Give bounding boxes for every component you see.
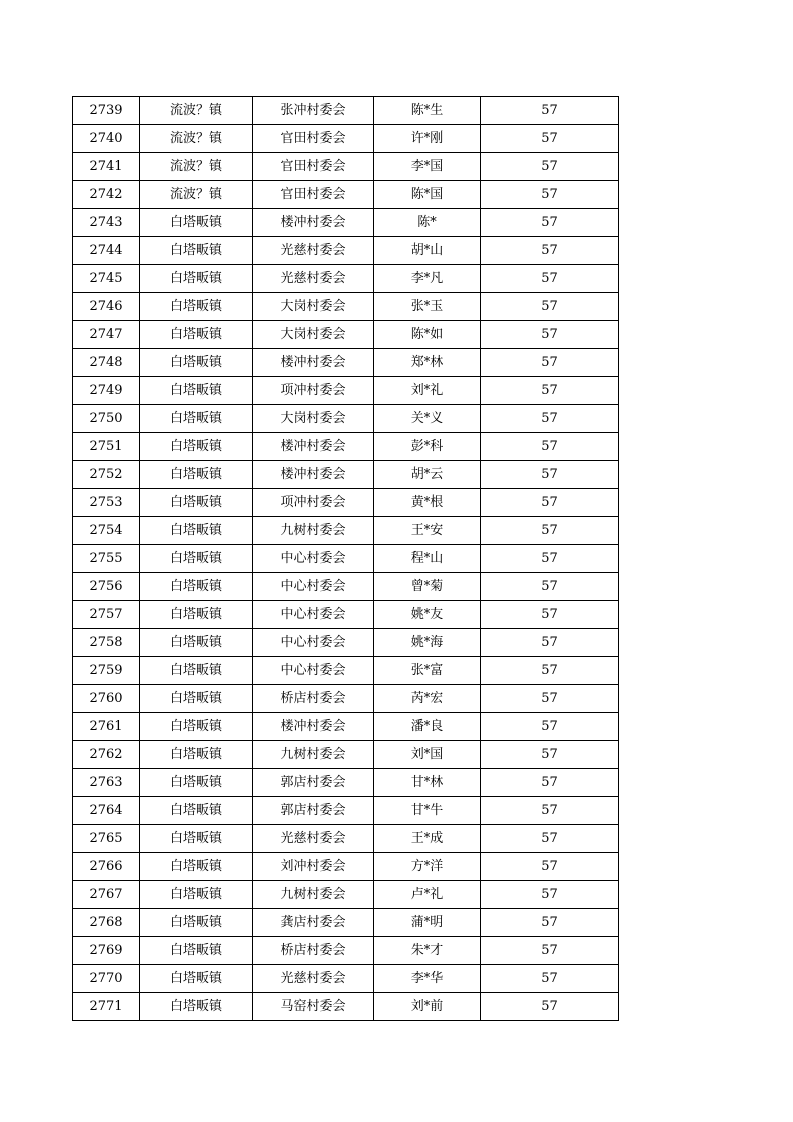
amount-cell: 57 (481, 321, 619, 349)
person-name-cell: 王*成 (374, 825, 481, 853)
person-name-cell: 胡*云 (374, 461, 481, 489)
table-row (73, 685, 619, 713)
amount-cell: 57 (481, 265, 619, 293)
person-name-cell: 甘*牛 (374, 797, 481, 825)
amount-cell: 57 (481, 713, 619, 741)
person-name-cell: 张*玉 (374, 293, 481, 321)
table-body (73, 97, 619, 1021)
town-cell: 白塔畈镇 (140, 545, 253, 573)
person-name-cell: 张*富 (374, 657, 481, 685)
town-cell: 白塔畈镇 (140, 237, 253, 265)
table-row (73, 853, 619, 881)
amount-cell: 57 (481, 97, 619, 125)
record-number-cell: 2762 (73, 741, 140, 769)
village-committee-cell: 中心村委会 (253, 601, 374, 629)
town-cell: 白塔畈镇 (140, 825, 253, 853)
table-row (73, 349, 619, 377)
record-number-cell: 2750 (73, 405, 140, 433)
record-number-cell: 2769 (73, 937, 140, 965)
record-number-cell: 2753 (73, 489, 140, 517)
record-number-cell: 2742 (73, 181, 140, 209)
town-cell: 白塔畈镇 (140, 349, 253, 377)
table-row (73, 125, 619, 153)
table-row (73, 629, 619, 657)
village-committee-cell: 光慈村委会 (253, 825, 374, 853)
record-number-cell: 2759 (73, 657, 140, 685)
town-cell: 白塔畈镇 (140, 265, 253, 293)
subsidy-list-table (72, 96, 619, 1021)
record-number-cell: 2756 (73, 573, 140, 601)
record-number-cell: 2752 (73, 461, 140, 489)
table-row (73, 741, 619, 769)
table-row (73, 713, 619, 741)
town-cell: 白塔畈镇 (140, 573, 253, 601)
amount-cell: 57 (481, 237, 619, 265)
village-committee-cell: 项冲村委会 (253, 377, 374, 405)
table-row (73, 97, 619, 125)
amount-cell: 57 (481, 433, 619, 461)
village-committee-cell: 光慈村委会 (253, 965, 374, 993)
record-number-cell: 2768 (73, 909, 140, 937)
town-cell: 白塔畈镇 (140, 797, 253, 825)
record-number-cell: 2745 (73, 265, 140, 293)
person-name-cell: 刘*国 (374, 741, 481, 769)
village-committee-cell: 大岗村委会 (253, 405, 374, 433)
person-name-cell: 胡*山 (374, 237, 481, 265)
record-number-cell: 2758 (73, 629, 140, 657)
town-cell: 白塔畈镇 (140, 993, 253, 1021)
town-cell: 白塔畈镇 (140, 965, 253, 993)
town-cell: 流波？镇 (140, 153, 253, 181)
town-cell: 白塔畈镇 (140, 293, 253, 321)
amount-cell: 57 (481, 601, 619, 629)
record-number-cell: 2754 (73, 517, 140, 545)
village-committee-cell: 光慈村委会 (253, 237, 374, 265)
record-number-cell: 2757 (73, 601, 140, 629)
record-number-cell: 2755 (73, 545, 140, 573)
town-cell: 白塔畈镇 (140, 377, 253, 405)
village-committee-cell: 中心村委会 (253, 573, 374, 601)
table-row (73, 993, 619, 1021)
table-row (73, 937, 619, 965)
table-row (73, 405, 619, 433)
town-cell: 白塔畈镇 (140, 853, 253, 881)
table-row (73, 601, 619, 629)
village-committee-cell: 官田村委会 (253, 125, 374, 153)
record-number-cell: 2765 (73, 825, 140, 853)
town-cell: 白塔畈镇 (140, 461, 253, 489)
table-row (73, 209, 619, 237)
record-number-cell: 2743 (73, 209, 140, 237)
village-committee-cell: 楼冲村委会 (253, 713, 374, 741)
town-cell: 白塔畈镇 (140, 433, 253, 461)
record-number-cell: 2766 (73, 853, 140, 881)
village-committee-cell: 中心村委会 (253, 629, 374, 657)
person-name-cell: 郑*林 (374, 349, 481, 377)
table-row (73, 657, 619, 685)
table-row (73, 881, 619, 909)
amount-cell: 57 (481, 125, 619, 153)
amount-cell: 57 (481, 881, 619, 909)
town-cell: 白塔畈镇 (140, 321, 253, 349)
record-number-cell: 2740 (73, 125, 140, 153)
person-name-cell: 陈*国 (374, 181, 481, 209)
town-cell: 白塔畈镇 (140, 517, 253, 545)
town-cell: 白塔畈镇 (140, 405, 253, 433)
person-name-cell: 彭*科 (374, 433, 481, 461)
person-name-cell: 潘*良 (374, 713, 481, 741)
village-committee-cell: 光慈村委会 (253, 265, 374, 293)
village-committee-cell: 桥店村委会 (253, 937, 374, 965)
village-committee-cell: 楼冲村委会 (253, 433, 374, 461)
table-row (73, 769, 619, 797)
amount-cell: 57 (481, 685, 619, 713)
village-committee-cell: 郭店村委会 (253, 797, 374, 825)
table-row (73, 517, 619, 545)
record-number-cell: 2761 (73, 713, 140, 741)
record-number-cell: 2739 (73, 97, 140, 125)
town-cell: 流波？镇 (140, 181, 253, 209)
village-committee-cell: 楼冲村委会 (253, 349, 374, 377)
amount-cell: 57 (481, 181, 619, 209)
village-committee-cell: 龚店村委会 (253, 909, 374, 937)
amount-cell: 57 (481, 853, 619, 881)
village-committee-cell: 官田村委会 (253, 181, 374, 209)
person-name-cell: 陈* (374, 209, 481, 237)
table-row (73, 153, 619, 181)
amount-cell: 57 (481, 965, 619, 993)
table-row (73, 965, 619, 993)
table-row (73, 237, 619, 265)
amount-cell: 57 (481, 573, 619, 601)
village-committee-cell: 张冲村委会 (253, 97, 374, 125)
amount-cell: 57 (481, 293, 619, 321)
table-row (73, 545, 619, 573)
town-cell: 白塔畈镇 (140, 601, 253, 629)
town-cell: 白塔畈镇 (140, 713, 253, 741)
town-cell: 白塔畈镇 (140, 909, 253, 937)
person-name-cell: 程*山 (374, 545, 481, 573)
table-row (73, 377, 619, 405)
person-name-cell: 刘*前 (374, 993, 481, 1021)
table-row (73, 293, 619, 321)
town-cell: 白塔畈镇 (140, 741, 253, 769)
town-cell: 白塔畈镇 (140, 769, 253, 797)
record-number-cell: 2763 (73, 769, 140, 797)
town-cell: 白塔畈镇 (140, 489, 253, 517)
table-row (73, 825, 619, 853)
table-row (73, 433, 619, 461)
table-row (73, 265, 619, 293)
person-name-cell: 李*华 (374, 965, 481, 993)
record-number-cell: 2749 (73, 377, 140, 405)
town-cell: 白塔畈镇 (140, 937, 253, 965)
village-committee-cell: 大岗村委会 (253, 321, 374, 349)
record-number-cell: 2764 (73, 797, 140, 825)
person-name-cell: 陈*生 (374, 97, 481, 125)
person-name-cell: 曾*菊 (374, 573, 481, 601)
village-committee-cell: 刘冲村委会 (253, 853, 374, 881)
table-row (73, 489, 619, 517)
amount-cell: 57 (481, 657, 619, 685)
table-row (73, 573, 619, 601)
village-committee-cell: 九树村委会 (253, 881, 374, 909)
record-number-cell: 2746 (73, 293, 140, 321)
record-number-cell: 2760 (73, 685, 140, 713)
town-cell: 流波？镇 (140, 125, 253, 153)
amount-cell: 57 (481, 209, 619, 237)
amount-cell: 57 (481, 517, 619, 545)
village-committee-cell: 九树村委会 (253, 517, 374, 545)
person-name-cell: 陈*如 (374, 321, 481, 349)
table-row (73, 461, 619, 489)
person-name-cell: 朱*才 (374, 937, 481, 965)
record-number-cell: 2748 (73, 349, 140, 377)
person-name-cell: 关*义 (374, 405, 481, 433)
town-cell: 白塔畈镇 (140, 685, 253, 713)
amount-cell: 57 (481, 349, 619, 377)
record-number-cell: 2747 (73, 321, 140, 349)
town-cell: 白塔畈镇 (140, 657, 253, 685)
table-row (73, 181, 619, 209)
person-name-cell: 许*刚 (374, 125, 481, 153)
person-name-cell: 黄*根 (374, 489, 481, 517)
village-committee-cell: 大岗村委会 (253, 293, 374, 321)
village-committee-cell: 九树村委会 (253, 741, 374, 769)
table-row (73, 321, 619, 349)
record-number-cell: 2751 (73, 433, 140, 461)
person-name-cell: 李*国 (374, 153, 481, 181)
table-row (73, 797, 619, 825)
village-committee-cell: 中心村委会 (253, 657, 374, 685)
person-name-cell: 刘*礼 (374, 377, 481, 405)
amount-cell: 57 (481, 741, 619, 769)
amount-cell: 57 (481, 797, 619, 825)
village-committee-cell: 中心村委会 (253, 545, 374, 573)
amount-cell: 57 (481, 545, 619, 573)
person-name-cell: 李*凡 (374, 265, 481, 293)
village-committee-cell: 楼冲村委会 (253, 461, 374, 489)
village-committee-cell: 楼冲村委会 (253, 209, 374, 237)
person-name-cell: 蒲*明 (374, 909, 481, 937)
village-committee-cell: 马窑村委会 (253, 993, 374, 1021)
amount-cell: 57 (481, 825, 619, 853)
amount-cell: 57 (481, 993, 619, 1021)
amount-cell: 57 (481, 461, 619, 489)
record-number-cell: 2744 (73, 237, 140, 265)
person-name-cell: 甘*林 (374, 769, 481, 797)
amount-cell: 57 (481, 937, 619, 965)
town-cell: 流波？镇 (140, 97, 253, 125)
village-committee-cell: 桥店村委会 (253, 685, 374, 713)
person-name-cell: 芮*宏 (374, 685, 481, 713)
village-committee-cell: 郭店村委会 (253, 769, 374, 797)
village-committee-cell: 官田村委会 (253, 153, 374, 181)
record-number-cell: 2741 (73, 153, 140, 181)
amount-cell: 57 (481, 153, 619, 181)
person-name-cell: 卢*礼 (374, 881, 481, 909)
person-name-cell: 姚*海 (374, 629, 481, 657)
amount-cell: 57 (481, 769, 619, 797)
person-name-cell: 王*安 (374, 517, 481, 545)
amount-cell: 57 (481, 629, 619, 657)
person-name-cell: 方*洋 (374, 853, 481, 881)
amount-cell: 57 (481, 909, 619, 937)
table-row (73, 909, 619, 937)
amount-cell: 57 (481, 377, 619, 405)
town-cell: 白塔畈镇 (140, 881, 253, 909)
town-cell: 白塔畈镇 (140, 629, 253, 657)
person-name-cell: 姚*友 (374, 601, 481, 629)
record-number-cell: 2771 (73, 993, 140, 1021)
amount-cell: 57 (481, 489, 619, 517)
village-committee-cell: 项冲村委会 (253, 489, 374, 517)
town-cell: 白塔畈镇 (140, 209, 253, 237)
amount-cell: 57 (481, 405, 619, 433)
record-number-cell: 2767 (73, 881, 140, 909)
record-number-cell: 2770 (73, 965, 140, 993)
